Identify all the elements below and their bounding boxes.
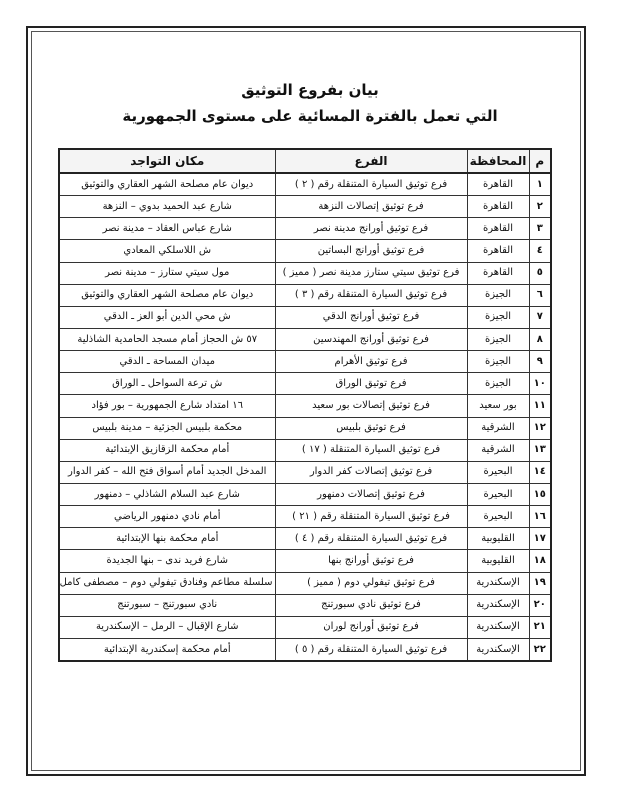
- row-num: ٦: [529, 284, 551, 306]
- row-governorate: البحيرة: [467, 461, 529, 483]
- table-row: [59, 373, 551, 395]
- row-branch: فرع توثيق السيارة المتنقلة ( ١٧ ): [275, 439, 467, 461]
- row-location: أمام محكمة بنها الإبتدائية: [59, 528, 275, 550]
- table-row: [59, 638, 551, 661]
- table-row: [59, 550, 551, 572]
- row-branch: فرع توثيق السيارة المتنقلة رقم ( ٢١ ): [275, 506, 467, 528]
- row-num: ٢٠: [529, 594, 551, 616]
- row-location: شارع عبد السلام الشاذلي – دمنهور: [59, 483, 275, 505]
- table-row: [59, 173, 551, 196]
- row-num: ١: [529, 173, 551, 196]
- row-branch: فرع توثيق إتصالات دمنهور: [275, 483, 467, 505]
- table-row: [59, 594, 551, 616]
- row-governorate: الشرقية: [467, 439, 529, 461]
- row-governorate: الجيزة: [467, 328, 529, 350]
- table-body: [59, 173, 551, 661]
- branches-table: [58, 148, 552, 662]
- row-location: محكمة بلبيس الجزئية – مدينة بلبيس: [59, 417, 275, 439]
- row-branch: فرع توثيق سيتي ستارز مدينة نصر ( مميز ): [275, 262, 467, 284]
- table-row: [59, 417, 551, 439]
- row-governorate: الإسكندرية: [467, 594, 529, 616]
- row-governorate: بور سعيد: [467, 395, 529, 417]
- row-num: ١٥: [529, 483, 551, 505]
- table-row: [59, 395, 551, 417]
- row-governorate: القليوبية: [467, 550, 529, 572]
- row-num: ٣: [529, 218, 551, 240]
- row-location: ميدان المساحة ـ الدقي: [59, 351, 275, 373]
- document-subtitle: التي تعمل بالفترة المسائية على مستوى الجمهورية: [122, 107, 498, 125]
- document-title: بيان بفروع التوثيق: [241, 81, 379, 99]
- row-branch: فرع توثيق أورانج المهندسين: [275, 328, 467, 350]
- row-num: ٥: [529, 262, 551, 284]
- row-branch: فرع توثيق إتصالات كفر الدوار: [275, 461, 467, 483]
- row-governorate: الشرقية: [467, 417, 529, 439]
- row-location: المدخل الجديد أمام أسواق فتح الله – كفر الدوار: [59, 461, 275, 483]
- row-location: ديوان عام مصلحة الشهر العقاري والتوثيق: [59, 173, 275, 196]
- table-row: [59, 572, 551, 594]
- row-location: مول سيتي ستارز – مدينة نصر: [59, 262, 275, 284]
- row-location: أمام محكمة إسكندرية الإبتدائية: [59, 638, 275, 661]
- row-location: أمام محكمة الزقازيق الإبتدائية: [59, 439, 275, 461]
- row-branch: فرع توثيق السيارة المتنقلة رقم ( ٥ ): [275, 638, 467, 661]
- row-num: ١٣: [529, 439, 551, 461]
- row-location: ش ترعة السواحل ـ الوراق: [59, 373, 275, 395]
- row-governorate: البحيرة: [467, 506, 529, 528]
- row-branch: فرع توثيق إتصالات النزهة: [275, 196, 467, 218]
- row-branch: فرع توثيق إتصالات بور سعيد: [275, 395, 467, 417]
- table-row: [59, 262, 551, 284]
- row-branch: فرع توثيق بلبيس: [275, 417, 467, 439]
- row-branch: فرع توثيق تيفولي دوم ( مميز ): [275, 572, 467, 594]
- header-num: م: [529, 149, 551, 173]
- row-governorate: الإسكندرية: [467, 638, 529, 661]
- row-branch: فرع توثيق السيارة المتنقلة رقم ( ٢ ): [275, 173, 467, 196]
- row-num: ١٧: [529, 528, 551, 550]
- row-branch: فرع توثيق أورانج البساتين: [275, 240, 467, 262]
- row-location: ش اللاسلكي المعادي: [59, 240, 275, 262]
- row-num: ١٢: [529, 417, 551, 439]
- row-branch: فرع توثيق أورانج لوران: [275, 616, 467, 638]
- row-location: ٥٧ ش الحجاز أمام مسجد الحامدية الشاذلية: [59, 328, 275, 350]
- row-governorate: الجيزة: [467, 351, 529, 373]
- row-num: ٩: [529, 351, 551, 373]
- row-num: ١٨: [529, 550, 551, 572]
- row-governorate: الجيزة: [467, 306, 529, 328]
- row-governorate: الجيزة: [467, 373, 529, 395]
- row-governorate: القاهرة: [467, 240, 529, 262]
- row-branch: فرع توثيق الأهرام: [275, 351, 467, 373]
- row-branch: فرع توثيق الوراق: [275, 373, 467, 395]
- row-branch: فرع توثيق أورانج بنها: [275, 550, 467, 572]
- table-row: [59, 461, 551, 483]
- row-location: ١٦ امتداد شارع الجمهورية – بور فؤاد: [59, 395, 275, 417]
- table-row: [59, 506, 551, 528]
- title-block: [40, 80, 580, 126]
- row-branch: فرع توثيق السيارة المتنقلة رقم ( ٤ ): [275, 528, 467, 550]
- table-header-row: [59, 149, 551, 173]
- row-governorate: البحيرة: [467, 483, 529, 505]
- row-governorate: القاهرة: [467, 173, 529, 196]
- row-num: ١٦: [529, 506, 551, 528]
- row-location: شارع الإقبال – الرمل – الإسكندرية: [59, 616, 275, 638]
- table-row: [59, 284, 551, 306]
- row-location: ديوان عام مصلحة الشهر العقاري والتوثيق: [59, 284, 275, 306]
- table-row: [59, 218, 551, 240]
- row-num: ١٤: [529, 461, 551, 483]
- header-governorate: المحافظة: [467, 149, 529, 173]
- row-governorate: الإسكندرية: [467, 616, 529, 638]
- row-location: نادي سبورتنج – سبورتنج: [59, 594, 275, 616]
- table-row: [59, 328, 551, 350]
- row-governorate: القاهرة: [467, 218, 529, 240]
- table-row: [59, 483, 551, 505]
- table-row: [59, 439, 551, 461]
- row-num: ٤: [529, 240, 551, 262]
- row-num: ٢٢: [529, 638, 551, 661]
- table-row: [59, 306, 551, 328]
- row-governorate: القاهرة: [467, 262, 529, 284]
- row-location: ش محي الدين أبو العز ـ الدقي: [59, 306, 275, 328]
- row-governorate: القليوبية: [467, 528, 529, 550]
- row-num: ١١: [529, 395, 551, 417]
- row-num: ١٠: [529, 373, 551, 395]
- row-branch: فرع توثيق السيارة المتنقلة رقم ( ٣ ): [275, 284, 467, 306]
- table-row: [59, 240, 551, 262]
- row-num: ٧: [529, 306, 551, 328]
- row-branch: فرع توثيق أورانج مدينة نصر: [275, 218, 467, 240]
- row-num: ٢١: [529, 616, 551, 638]
- table-row: [59, 616, 551, 638]
- row-branch: فرع توثيق نادي سبورتنج: [275, 594, 467, 616]
- row-governorate: القاهرة: [467, 196, 529, 218]
- table-row: [59, 528, 551, 550]
- row-location: سلسلة مطاعم وفنادق تيفولي دوم – مصطفى كامل: [59, 572, 275, 594]
- table-row: [59, 196, 551, 218]
- row-location: شارع عباس العقاد – مدينة نصر: [59, 218, 275, 240]
- row-num: ٨: [529, 328, 551, 350]
- header-branch: الفرع: [275, 149, 467, 173]
- row-location: أمام نادي دمنهور الرياضي: [59, 506, 275, 528]
- row-location: شارع عبد الحميد بدوي – النزهة: [59, 196, 275, 218]
- row-branch: فرع توثيق أورانج الدقي: [275, 306, 467, 328]
- row-num: ٢: [529, 196, 551, 218]
- row-governorate: الجيزة: [467, 284, 529, 306]
- header-location: مكان التواجد: [59, 149, 275, 173]
- row-governorate: الإسكندرية: [467, 572, 529, 594]
- row-location: شارع فريد ندى – بنها الجديدة: [59, 550, 275, 572]
- row-num: ١٩: [529, 572, 551, 594]
- table-row: [59, 351, 551, 373]
